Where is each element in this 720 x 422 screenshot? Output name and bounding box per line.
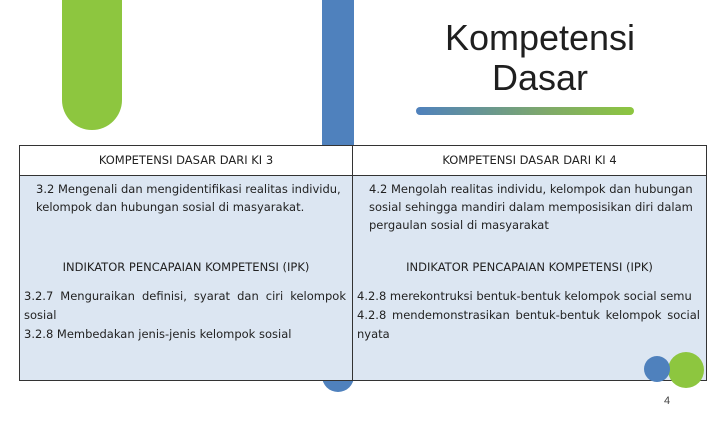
indikator-heading-right: INDIKATOR PENCAPAIAN KOMPETENSI (IPK) — [406, 260, 653, 274]
cell-left — [20, 176, 353, 381]
title-line-2: Dasar — [491, 57, 589, 98]
kompetensi-table — [19, 145, 707, 381]
green-decorative-bar — [62, 0, 122, 130]
ipk-item: 4.2.8 merekontruksi bentuk-bentuk kelompok social semu — [357, 289, 692, 303]
title-line-1: Kompetensi — [444, 17, 636, 58]
cell-right — [353, 176, 707, 381]
blue-decorative-dot — [644, 356, 670, 382]
kd3-text: 3.2 Mengenali dan mengidentifikasi realitas individu, kelompok dan hubungan sosial di masyarakat. — [36, 182, 341, 214]
indikator-heading-left: INDIKATOR PENCAPAIAN KOMPETENSI (IPK) — [62, 260, 310, 274]
header-kd3: KOMPETENSI DASAR DARI KI 3 — [20, 146, 353, 176]
ipk-list-left — [20, 275, 352, 344]
header-kd4: KOMPETENSI DASAR DARI KI 4 — [353, 146, 707, 176]
ipk-item: 3.2.8 Membedakan jenis-jenis kelompok sosial — [24, 327, 292, 341]
ipk-item: 4.2.8 mendemonstrasikan bentuk-bentuk kelompok social nyata — [357, 308, 700, 341]
slide-title — [400, 18, 680, 98]
ipk-list-right — [353, 275, 706, 344]
ipk-item: 3.2.7 Menguraikan definisi, syarat dan ciri kelompok sosial — [24, 289, 346, 322]
page-number: 4 — [664, 395, 671, 407]
green-decorative-dot — [668, 352, 704, 388]
title-underline — [416, 107, 634, 115]
kd4-text: 4.2 Mengolah realitas individu, kelompok dan hubungan sosial sehingga mandiri dalam memposisikan diri dalam pergaulan sosial di masyarakat — [369, 182, 693, 232]
